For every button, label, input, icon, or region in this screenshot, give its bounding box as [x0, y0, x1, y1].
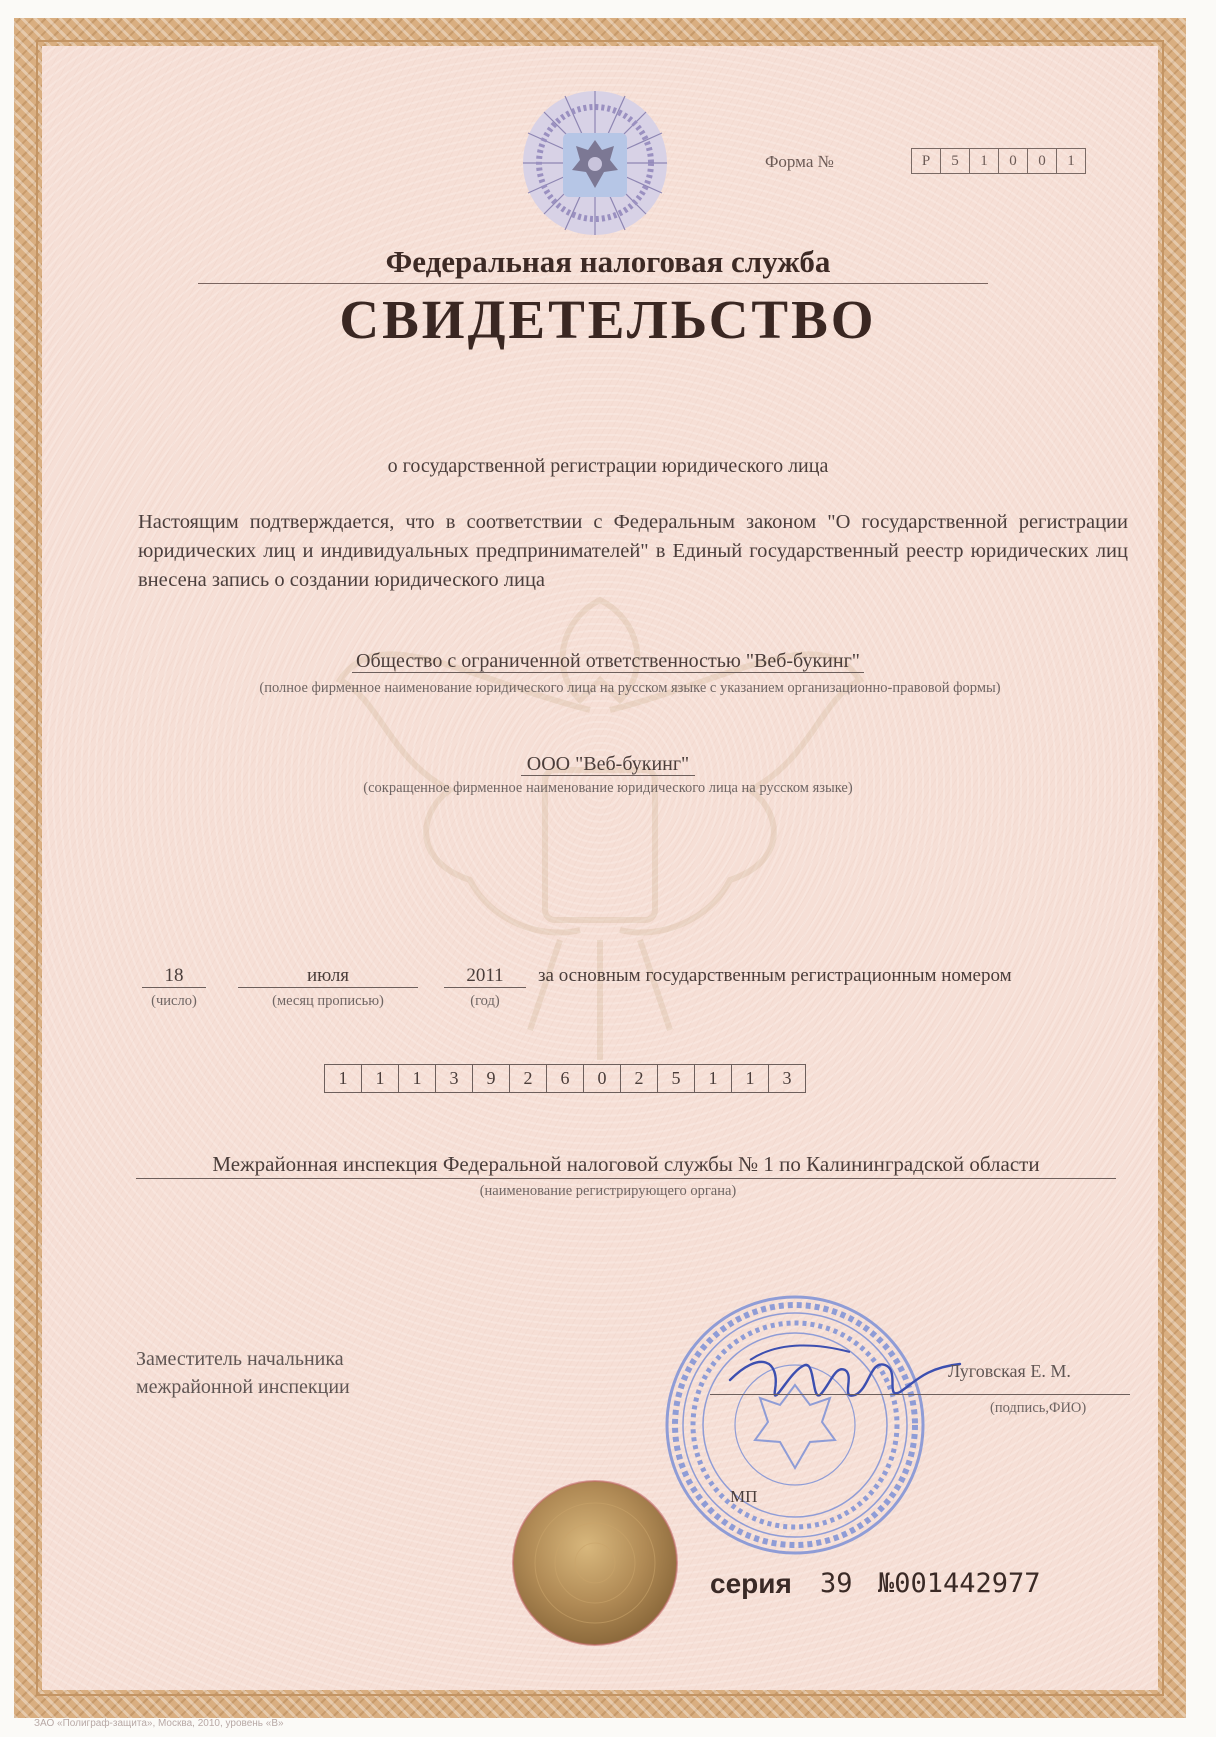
ogrn-digit: 5	[657, 1064, 695, 1093]
form-code-digit: Р	[911, 148, 941, 174]
authority-caption: (наименование регистрирующего органа)	[479, 1183, 737, 1199]
document-subtitle: о государственной регистрации юридического лица	[387, 455, 829, 477]
ogrn-digit: 2	[509, 1064, 547, 1093]
serial-number: №001442977	[878, 1568, 1041, 1599]
full-company-name	[0, 650, 1216, 673]
full-company-name-text: Общество с ограниченной ответственностью "Веб-букинг"	[352, 650, 864, 673]
form-code-digit: 5	[940, 148, 970, 174]
form-label: Форма №	[765, 152, 834, 171]
hologram-seal-icon	[510, 1478, 680, 1648]
ogrn-number-boxes	[325, 1064, 806, 1093]
registering-authority: Межрайонная инспекция Федеральной налоговой службы № 1 по Калининградской области	[136, 1152, 1116, 1179]
ogrn-digit: 1	[694, 1064, 732, 1093]
ogrn-digit: 3	[768, 1064, 806, 1093]
short-company-name-text: ООО "Веб-букинг"	[521, 753, 695, 776]
signature-rule	[710, 1394, 1130, 1395]
document-title: СВИДЕТЕЛЬСТВО	[339, 289, 877, 350]
series-label: серия	[710, 1568, 792, 1599]
registration-day: 18	[142, 965, 206, 988]
handwritten-signature	[720, 1330, 970, 1420]
agency-rule	[198, 283, 988, 284]
registration-month: июля	[238, 965, 418, 988]
form-code-digit: 0	[1027, 148, 1057, 174]
statement-paragraph: Настоящим подтверждается, что в соответствии с Федеральным законом "О государственной регистрации юридических лиц и индивидуальных предпринимателей" в Единый государственный реестр юридических лиц внесена запись о создании юридического лица	[138, 511, 1128, 591]
day-caption: (число)	[151, 993, 197, 1009]
ogrn-label: за основным государственным регистрационным номером	[538, 965, 1012, 986]
agency-name: Федеральная налоговая служба	[385, 244, 831, 279]
form-code-digit: 1	[969, 148, 999, 174]
form-code-digit: 0	[998, 148, 1028, 174]
ogrn-digit: 1	[324, 1064, 362, 1093]
ogrn-digit: 6	[546, 1064, 584, 1093]
ogrn-digit: 9	[472, 1064, 510, 1093]
form-code-digit: 1	[1056, 148, 1086, 174]
short-name-caption: (сокращенное фирменное наименование юридического лица на русском языке)	[363, 780, 853, 796]
ogrn-digit: 3	[435, 1064, 473, 1093]
year-caption: (год)	[470, 993, 500, 1009]
printer-imprint: ЗАО «Полиграф-защита», Москва, 2010, уровень «В»	[34, 1718, 284, 1729]
ogrn-digit: 2	[620, 1064, 658, 1093]
series-value: 39	[820, 1568, 853, 1599]
seal-mark: МП	[730, 1487, 758, 1506]
month-caption: (месяц прописью)	[272, 993, 384, 1009]
signer-position-line: Заместитель начальника	[136, 1348, 344, 1370]
ogrn-digit: 1	[398, 1064, 436, 1093]
ogrn-digit: 1	[361, 1064, 399, 1093]
ogrn-digit: 1	[731, 1064, 769, 1093]
signer-position	[136, 1345, 350, 1401]
full-name-caption: (полное фирменное наименование юридического лица на русском языке с указанием организационно-правовой формы)	[259, 680, 1001, 696]
signature-caption: (подпись,ФИО)	[990, 1400, 1087, 1416]
signer-position-line: межрайонной инспекции	[136, 1376, 350, 1398]
registration-year: 2011	[444, 965, 526, 988]
fns-emblem-icon	[520, 88, 670, 238]
short-company-name	[0, 753, 1216, 776]
form-number-boxes	[912, 148, 1086, 174]
signer-name: Луговская Е. М.	[948, 1361, 1071, 1381]
ogrn-digit: 0	[583, 1064, 621, 1093]
